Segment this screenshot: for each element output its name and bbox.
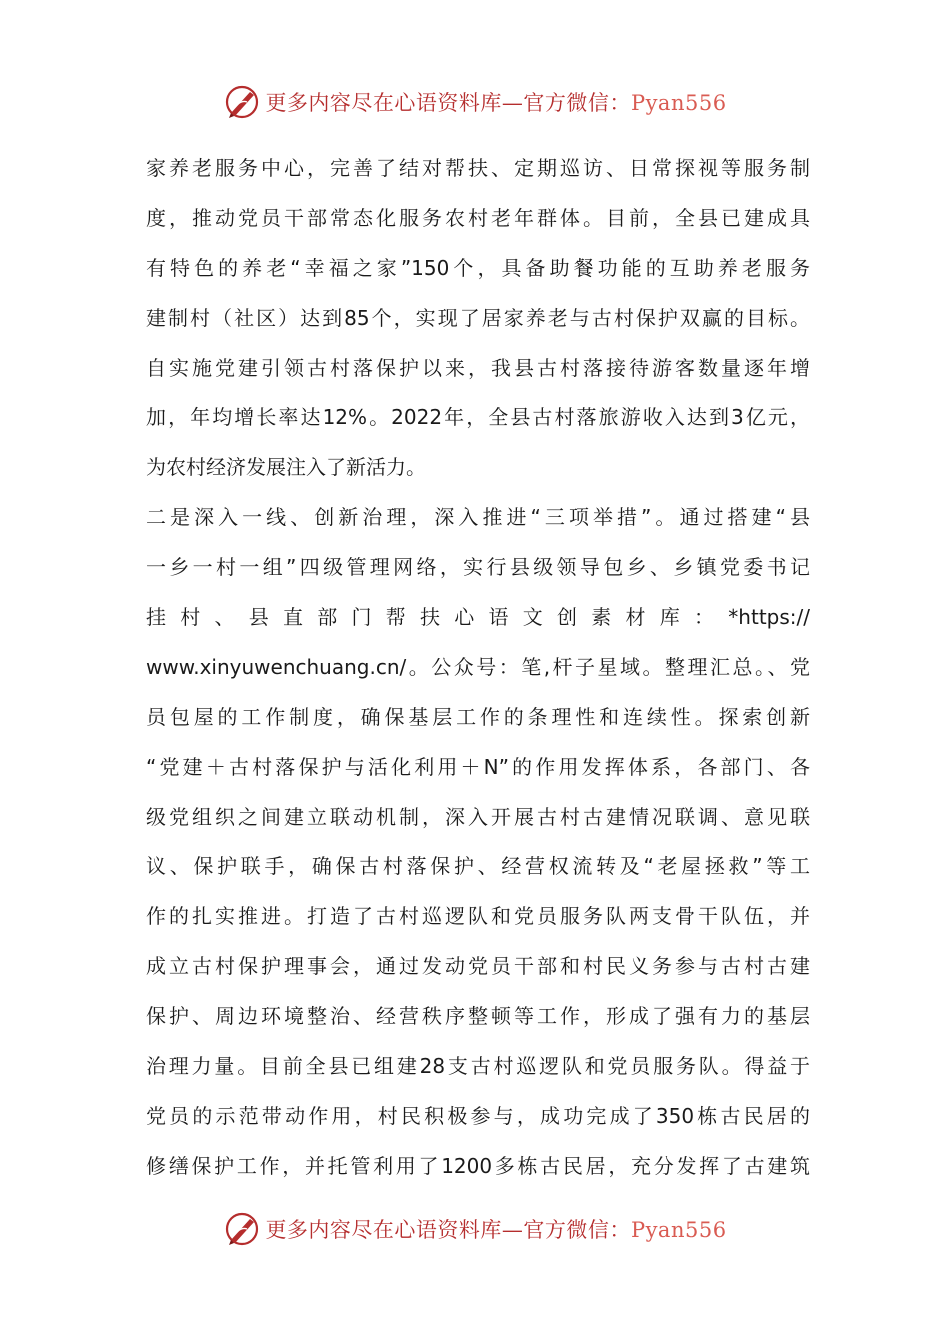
text-line: 保护、周边环境整治、经营秩序整顿等工作，形成了强有力的基层 [146,1004,810,1029]
text-line: 自实施党建引领古村落保护以来，我县古村落接待游客数量逐年增 [146,355,810,380]
footer-wechat-id: Pyan556 [630,1218,727,1242]
text-line: 家养老服务中心，完善了结对帮扶、定期巡访、日常探视等服务制 [146,156,810,180]
document-body [146,144,810,1192]
text-line: 修缮保护工作，并托管利用了1200多栋古民居，充分发挥了古建筑 [146,1153,810,1178]
header-banner-text: 更多内容尽在心语资料库—官方微信：Pyan556 [265,91,727,115]
text-line: 建制村（社区）达到85个，实现了居家养老与古村保护双赢的目标。 [146,305,810,330]
text-line: 一乡一村一组”四级管理网络，实行县级领导包乡、乡镇党委书记 [146,555,810,580]
text-line: 员包屋的工作制度，确保基层工作的条理性和连续性。探索创新 [146,704,810,729]
text-line: www.xinyuwenchuang.cn/。公众号：笔,杆子星域。整理汇总。、党 [146,654,810,679]
text-line: 党员的示范带动作用，村民积极参与，成功完成了350栋古民居的 [146,1103,810,1128]
pen-circle-logo-icon [223,83,261,121]
pen-circle-logo-icon [223,1210,261,1248]
text-line: 二是深入一线、创新治理，深入推进“三项举措”。通过搭建“县 [146,505,810,530]
text-line: 成立古村保护理事会，通过发动党员干部和村民义务参与古村古建 [146,954,810,979]
text-line: 为农村经济发展注入了新活力。 [146,455,426,480]
header-wechat-id: Pyan556 [630,91,727,115]
text-line: 度，推动党员干部常态化服务农村老年群体。目前，全县已建成具 [146,205,810,230]
footer-banner-text: 更多内容尽在心语资料库—官方微信：Pyan556 [265,1218,727,1242]
header-banner [0,80,950,124]
text-line: 级党组织之间建立联动机制，深入开展古村古建情况联调、意见联 [146,804,810,829]
text-line: 加，年均增长率达12%。2022年，全县古村落旅游收入达到3亿元， [146,405,810,430]
text-line: “党建＋古村落保护与活化利用＋N”的作用发挥体系，各部门、各 [146,754,810,779]
text-line: 议、保护联手，确保古村落保护、经营权流转及“老屋拯救”等工 [146,854,810,879]
text-line: 有特色的养老“幸福之家”150个，具备助餐功能的互助养老服务 [146,255,810,280]
text-line: 作的扎实推进。打造了古村巡逻队和党员服务队两支骨干队伍，并 [146,904,810,929]
text-line: 治理力量。目前全县已组建28支古村巡逻队和党员服务队。得益于 [146,1054,810,1079]
text-line: 挂村、县直部门帮扶心语文创素材库：*https:// [146,605,810,630]
footer-banner [0,1207,950,1251]
